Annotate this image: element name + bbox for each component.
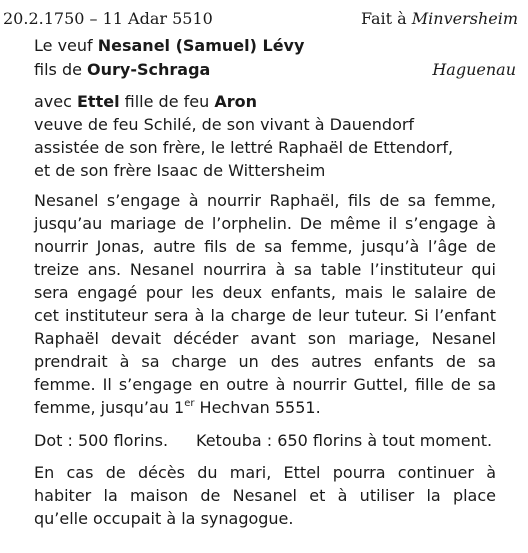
groom-father: Oury-Schraga	[87, 60, 211, 79]
groom-origin: Haguenau	[432, 60, 516, 79]
paragraph-line: sera engagé pour les deux enfants, mais le salaire de	[34, 283, 496, 302]
paragraph-line: nourrir Jonas, autre fils de sa femme, jusqu’à l’âge de	[34, 237, 496, 256]
clause-last-line: qu’elle occupait à la synagogue.	[34, 509, 294, 528]
bride-name: Ettel	[77, 92, 120, 111]
bride-line	[34, 91, 257, 113]
bride-line-3: assistée de son frère, le lettré Raphaël de Ettendorf,	[34, 138, 454, 157]
groom-father-line	[34, 59, 210, 81]
bride-prefix: avec	[34, 92, 77, 111]
paragraph-line: Nesanel s’engage à nourrir Raphaël, fils de sa femme,	[34, 191, 496, 210]
record-place-prefix: Fait à	[360, 9, 412, 28]
ordinal-superscript: er	[184, 398, 195, 409]
paragraph-line: jusqu’au mariage de l’orphelin. De même il s’engage à	[34, 214, 496, 233]
bride-line-2: veuve de feu Schilé, de son vivant à Dauendorf	[34, 115, 415, 134]
paragraph-last-suffix: Hechvan 5551.	[194, 398, 321, 417]
clause-line: habiter la maison de Nesanel et à utiliser la place	[34, 486, 496, 505]
paragraph-last-line	[34, 397, 321, 419]
paragraph-line: cet instituteur sera à la charge de leur tuteur. Si l’enfant	[34, 306, 496, 325]
groom-line	[34, 35, 304, 57]
paragraph-line: prendrait à sa charge un des autres enfants de sa	[34, 352, 496, 371]
bride-line-4: et de son frère Isaac de Wittersheim	[34, 161, 326, 180]
record-place-name: Minversheim	[411, 9, 518, 28]
bride-father-prefix: fille de feu	[119, 92, 215, 111]
paragraph-line: treize ans. Nesanel nourrira à sa table l’instituteur qui	[34, 260, 496, 279]
bride-father: Aron	[214, 92, 257, 111]
ketouba-amount: Ketouba : 650 florins à tout moment.	[196, 431, 493, 450]
dowry-amount: Dot : 500 florins.	[34, 431, 169, 450]
clause-line: En cas de décès du mari, Ettel pourra continuer à	[34, 463, 496, 482]
paragraph-line: Raphaël devait décéder avant son mariage, Nesanel	[34, 329, 496, 348]
record-place	[361, 8, 518, 30]
paragraph-line: femme. Il s’engage en outre à nourrir Guttel, fille de sa	[34, 375, 496, 394]
paragraph-last-prefix: femme, jusqu’au 1	[34, 398, 185, 417]
record-date: 20.2.1750 – 11 Adar 5510	[3, 9, 213, 28]
groom-prefix: Le veuf	[34, 36, 98, 55]
groom-father-prefix: fils de	[34, 60, 88, 79]
groom-name: Nesanel (Samuel) Lévy	[97, 36, 305, 55]
